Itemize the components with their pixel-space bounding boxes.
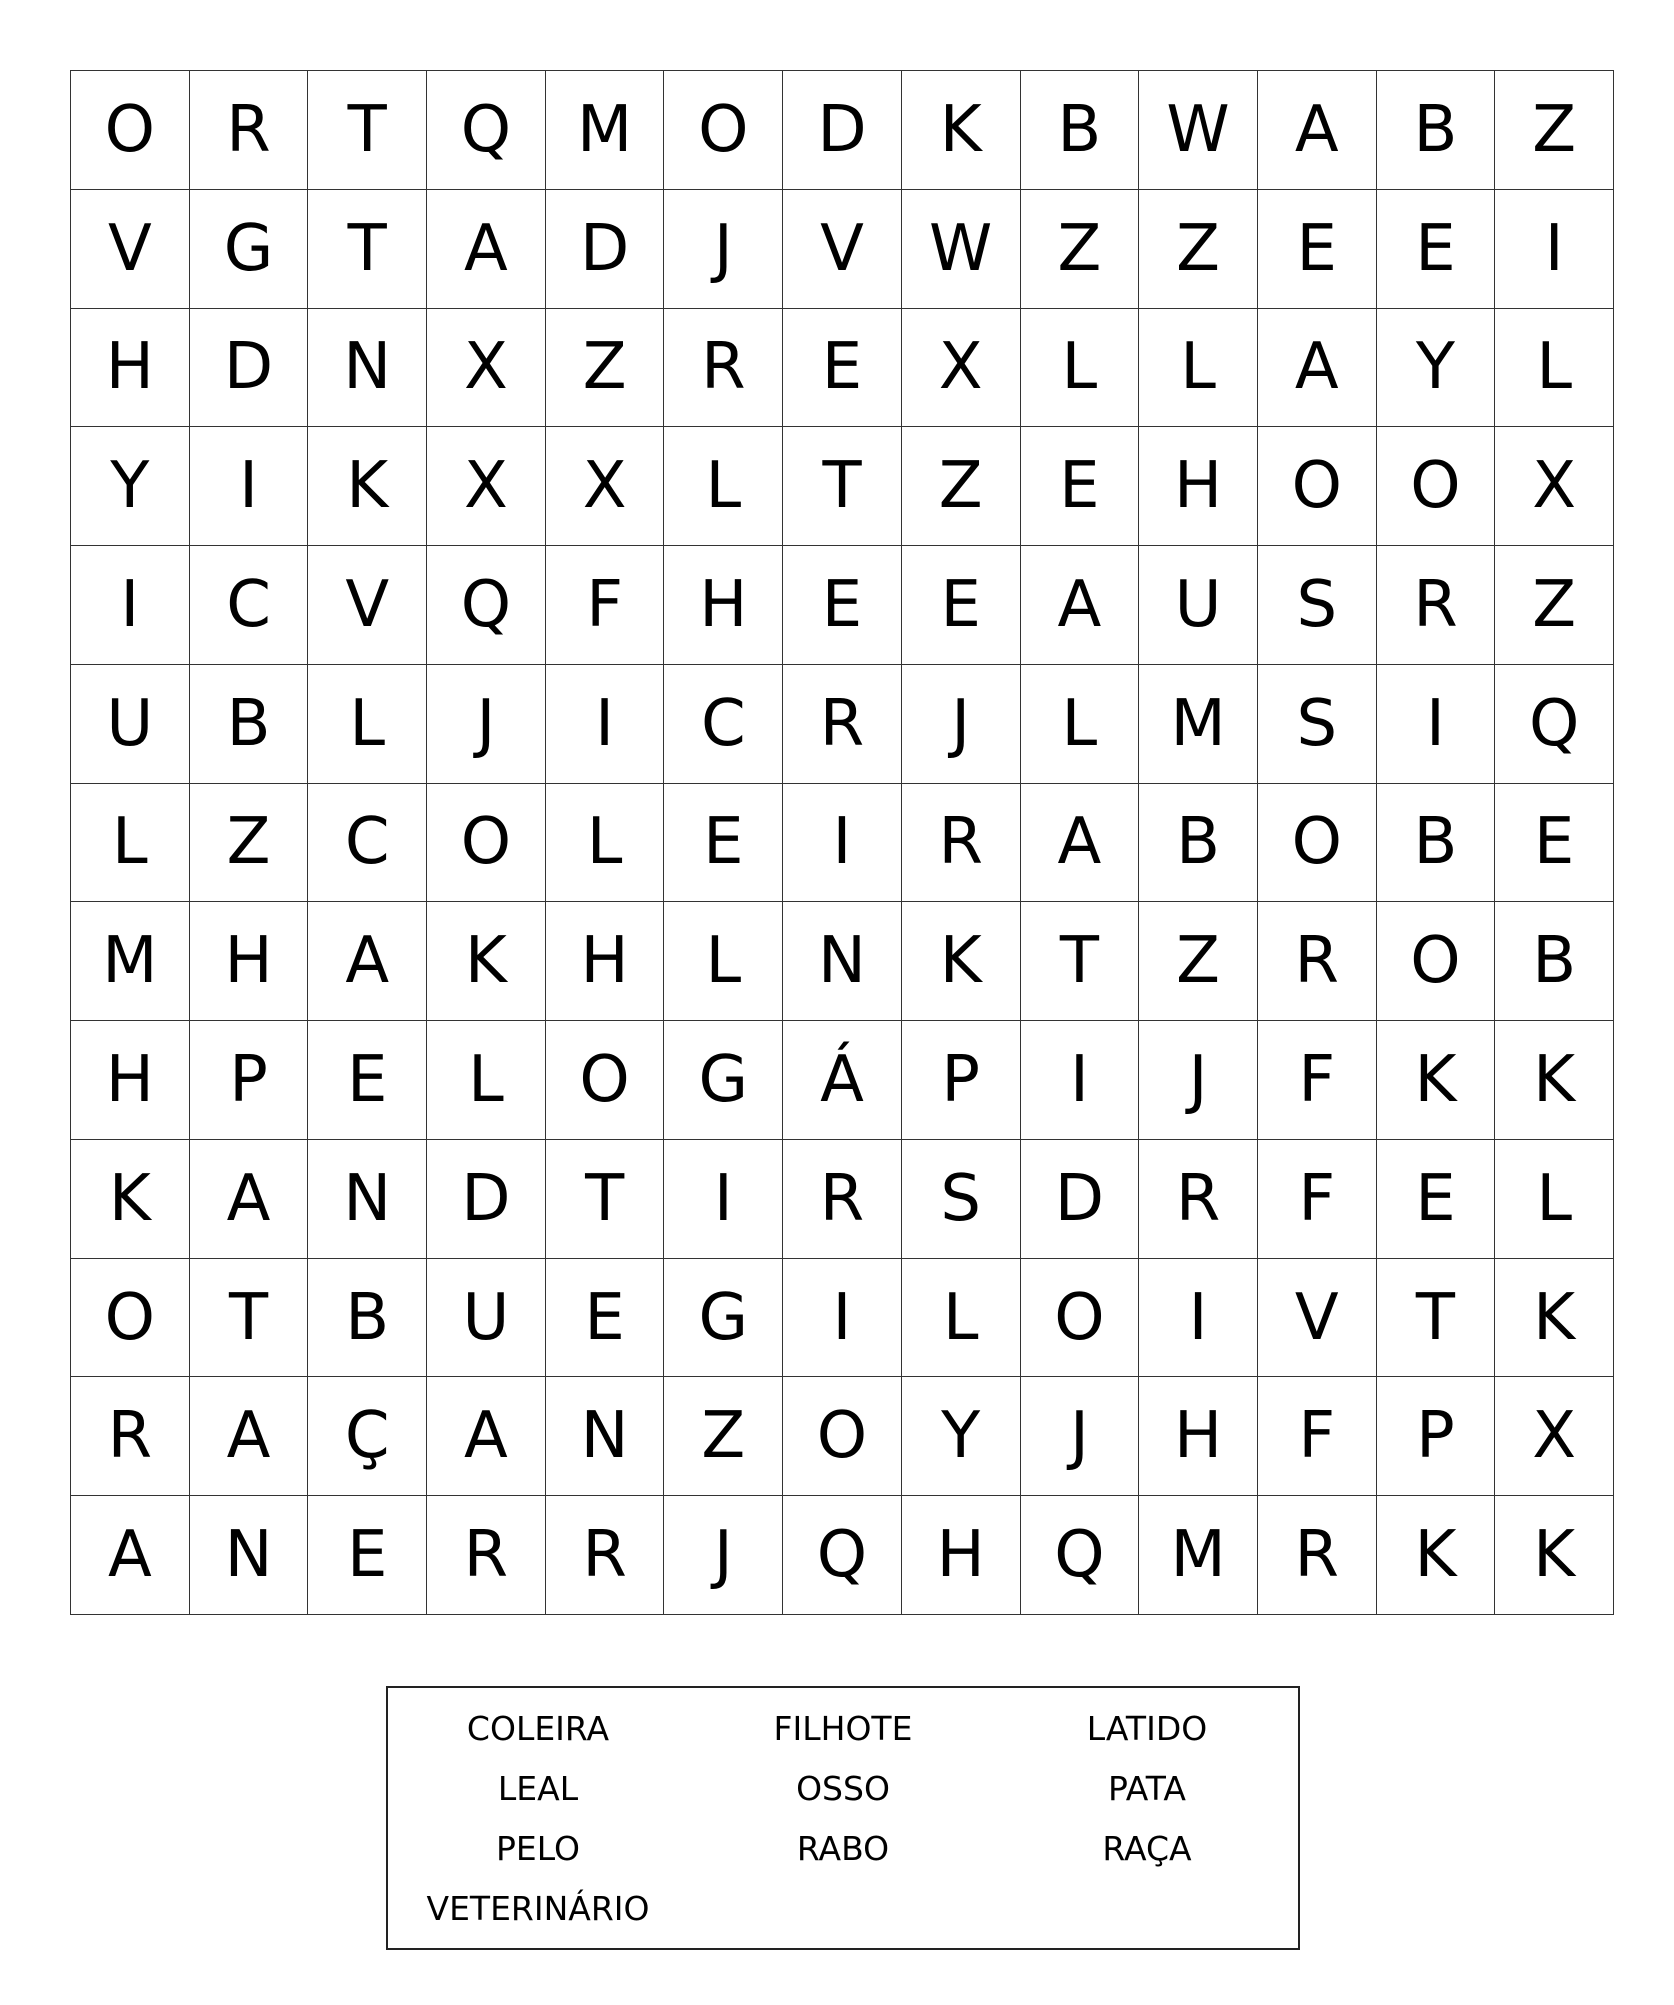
grid-cell[interactable]: L xyxy=(1139,309,1258,428)
grid-cell[interactable]: I xyxy=(783,784,902,903)
grid-cell[interactable]: J xyxy=(1021,1377,1140,1496)
grid-cell[interactable]: I xyxy=(783,1259,902,1378)
grid-cell[interactable]: K xyxy=(902,71,1021,190)
grid-cell[interactable]: M xyxy=(71,902,190,1021)
grid-cell[interactable]: N xyxy=(308,309,427,428)
grid-cell[interactable]: U xyxy=(427,1259,546,1378)
grid-cell[interactable]: R xyxy=(71,1377,190,1496)
grid-cell[interactable]: A xyxy=(427,190,546,309)
grid-cell[interactable]: T xyxy=(1021,902,1140,1021)
grid-cell[interactable]: Z xyxy=(1021,190,1140,309)
grid-cell[interactable]: F xyxy=(1258,1377,1377,1496)
grid-cell[interactable]: L xyxy=(1021,665,1140,784)
grid-cell[interactable]: I xyxy=(190,427,309,546)
word-search-grid xyxy=(70,70,1614,1615)
grid-cell[interactable]: T xyxy=(1377,1259,1496,1378)
grid-cell[interactable]: K xyxy=(1377,1496,1496,1615)
grid-cell[interactable]: D xyxy=(1021,1140,1140,1259)
grid-cell[interactable]: H xyxy=(71,1021,190,1140)
grid-cell[interactable]: C xyxy=(190,546,309,665)
grid-cell[interactable]: R xyxy=(783,665,902,784)
grid-cell[interactable]: V xyxy=(783,190,902,309)
grid-cell[interactable]: D xyxy=(546,190,665,309)
word-list-item: FILHOTE xyxy=(773,1709,913,1748)
grid-cell[interactable]: L xyxy=(1495,309,1614,428)
grid-cell[interactable]: P xyxy=(1377,1377,1496,1496)
grid-cell[interactable]: P xyxy=(902,1021,1021,1140)
grid-cell[interactable]: B xyxy=(1139,784,1258,903)
grid-cell[interactable]: R xyxy=(546,1496,665,1615)
grid-cell[interactable]: V xyxy=(308,546,427,665)
grid-cell[interactable]: E xyxy=(1495,784,1614,903)
grid-cell[interactable]: X xyxy=(427,309,546,428)
grid-cell[interactable]: Z xyxy=(546,309,665,428)
word-list-item: LEAL xyxy=(497,1769,579,1808)
grid-cell[interactable]: D xyxy=(190,309,309,428)
grid-cell[interactable]: Q xyxy=(1021,1496,1140,1615)
grid-cell[interactable]: E xyxy=(1377,190,1496,309)
grid-cell[interactable]: H xyxy=(190,902,309,1021)
grid-cell[interactable]: F xyxy=(1258,1021,1377,1140)
grid-cell[interactable]: X xyxy=(902,309,1021,428)
grid-cell[interactable]: R xyxy=(190,71,309,190)
grid-cell[interactable]: S xyxy=(1258,546,1377,665)
grid-cell[interactable]: Y xyxy=(1377,309,1496,428)
grid-cell[interactable]: O xyxy=(71,1259,190,1378)
grid-cell[interactable]: K xyxy=(1377,1021,1496,1140)
grid-cell[interactable]: S xyxy=(1258,665,1377,784)
grid-cell[interactable]: B xyxy=(1377,784,1496,903)
grid-cell[interactable]: Q xyxy=(1495,665,1614,784)
grid-cell[interactable]: A xyxy=(427,1377,546,1496)
grid-cell[interactable]: L xyxy=(308,665,427,784)
grid-cell[interactable]: I xyxy=(1377,665,1496,784)
grid-cell[interactable]: H xyxy=(664,546,783,665)
grid-cell[interactable]: G xyxy=(664,1259,783,1378)
grid-cell[interactable]: G xyxy=(190,190,309,309)
grid-cell[interactable]: Z xyxy=(1495,71,1614,190)
grid-cell[interactable]: L xyxy=(1495,1140,1614,1259)
grid-cell[interactable]: O xyxy=(664,71,783,190)
grid-cell[interactable]: B xyxy=(1495,902,1614,1021)
grid-cell[interactable]: Z xyxy=(1139,902,1258,1021)
word-list-item: LATIDO xyxy=(1086,1709,1208,1748)
grid-cell[interactable]: I xyxy=(1495,190,1614,309)
grid-cell[interactable]: J xyxy=(427,665,546,784)
word-list-item: OSSO xyxy=(796,1769,890,1808)
grid-cell[interactable]: T xyxy=(308,190,427,309)
grid-cell[interactable]: M xyxy=(1139,665,1258,784)
grid-cell[interactable]: C xyxy=(664,665,783,784)
word-list-item: RABO xyxy=(796,1829,890,1868)
grid-cell[interactable]: Y xyxy=(902,1377,1021,1496)
grid-cell[interactable]: K xyxy=(71,1140,190,1259)
grid-cell[interactable]: E xyxy=(308,1496,427,1615)
grid-cell[interactable]: E xyxy=(1258,190,1377,309)
grid-cell[interactable]: H xyxy=(71,309,190,428)
grid-cell[interactable]: R xyxy=(902,784,1021,903)
grid-cell[interactable]: N xyxy=(308,1140,427,1259)
grid-cell[interactable]: I xyxy=(71,546,190,665)
grid-cell[interactable]: O xyxy=(1258,427,1377,546)
grid-cell[interactable]: E xyxy=(546,1259,665,1378)
grid-cell[interactable]: E xyxy=(1021,427,1140,546)
grid-cell[interactable]: N xyxy=(190,1496,309,1615)
grid-cell[interactable]: Z xyxy=(1495,546,1614,665)
grid-cell[interactable]: A xyxy=(1258,71,1377,190)
grid-cell[interactable]: A xyxy=(1258,309,1377,428)
grid-cell[interactable]: O xyxy=(71,71,190,190)
grid-cell[interactable]: X xyxy=(427,427,546,546)
grid-cell[interactable]: H xyxy=(1139,1377,1258,1496)
grid-cell[interactable]: O xyxy=(1377,427,1496,546)
grid-cell[interactable]: V xyxy=(71,190,190,309)
grid-cell[interactable]: O xyxy=(783,1377,902,1496)
grid-cell[interactable]: B xyxy=(308,1259,427,1378)
grid-cell[interactable]: A xyxy=(1021,546,1140,665)
grid-cell[interactable]: D xyxy=(427,1140,546,1259)
grid-cell[interactable]: S xyxy=(902,1140,1021,1259)
grid-cell[interactable]: L xyxy=(71,784,190,903)
grid-cell[interactable]: R xyxy=(427,1496,546,1615)
grid-cell[interactable]: Z xyxy=(664,1377,783,1496)
grid-cell[interactable]: V xyxy=(1258,1259,1377,1378)
grid-cell[interactable]: R xyxy=(783,1140,902,1259)
grid-cell[interactable]: J xyxy=(902,665,1021,784)
grid-cell[interactable]: Á xyxy=(783,1021,902,1140)
grid-cell[interactable]: E xyxy=(664,784,783,903)
grid-cell[interactable]: U xyxy=(71,665,190,784)
grid-cell[interactable]: H xyxy=(1139,427,1258,546)
grid-cell[interactable]: C xyxy=(308,784,427,903)
grid-cell[interactable]: T xyxy=(308,71,427,190)
grid-cell[interactable]: L xyxy=(546,784,665,903)
word-list-item: PATA xyxy=(1108,1769,1186,1808)
grid-cell[interactable]: G xyxy=(664,1021,783,1140)
grid-cell[interactable]: K xyxy=(1495,1021,1614,1140)
grid-cell[interactable]: K xyxy=(308,427,427,546)
grid-cell[interactable]: J xyxy=(1139,1021,1258,1140)
grid-cell[interactable]: T xyxy=(546,1140,665,1259)
grid-cell[interactable]: A xyxy=(190,1377,309,1496)
grid-cell[interactable]: Ç xyxy=(308,1377,427,1496)
grid-cell[interactable]: W xyxy=(902,190,1021,309)
word-list-item: PELO xyxy=(496,1829,580,1868)
grid-cell[interactable]: B xyxy=(1377,71,1496,190)
grid-cell[interactable]: R xyxy=(1258,902,1377,1021)
word-list-item: RAÇA xyxy=(1102,1829,1192,1868)
word-list-item: VETERINÁRIO xyxy=(426,1889,650,1928)
grid-cell[interactable]: X xyxy=(1495,1377,1614,1496)
grid-cell[interactable]: K xyxy=(902,902,1021,1021)
grid-cell[interactable]: R xyxy=(1258,1496,1377,1615)
grid-cell[interactable]: O xyxy=(1021,1259,1140,1378)
grid-cell[interactable]: E xyxy=(902,546,1021,665)
grid-cell[interactable]: J xyxy=(664,190,783,309)
grid-cell[interactable]: A xyxy=(1021,784,1140,903)
grid-cell[interactable]: N xyxy=(546,1377,665,1496)
grid-cell[interactable]: X xyxy=(1495,427,1614,546)
grid-cell[interactable]: R xyxy=(1377,546,1496,665)
grid-cell[interactable]: Y xyxy=(71,427,190,546)
grid-cell[interactable]: Z xyxy=(190,784,309,903)
grid-cell[interactable]: F xyxy=(546,546,665,665)
grid-cell[interactable]: O xyxy=(546,1021,665,1140)
grid-cell[interactable]: K xyxy=(427,902,546,1021)
grid-cell[interactable]: I xyxy=(1021,1021,1140,1140)
grid-cell[interactable]: H xyxy=(546,902,665,1021)
grid-cell[interactable]: E xyxy=(783,309,902,428)
grid-cell[interactable]: T xyxy=(783,427,902,546)
word-list-box xyxy=(386,1686,1300,1950)
grid-cell[interactable]: I xyxy=(1139,1259,1258,1378)
grid-cell[interactable]: D xyxy=(783,71,902,190)
grid-cell[interactable]: A xyxy=(71,1496,190,1615)
grid-cell[interactable]: Q xyxy=(427,71,546,190)
grid-cell[interactable]: U xyxy=(1139,546,1258,665)
grid-cell[interactable]: L xyxy=(664,902,783,1021)
grid-cell[interactable]: O xyxy=(1377,902,1496,1021)
grid-cell[interactable]: A xyxy=(190,1140,309,1259)
grid-cell[interactable]: M xyxy=(546,71,665,190)
grid-cell[interactable]: E xyxy=(783,546,902,665)
grid-cell[interactable]: N xyxy=(783,902,902,1021)
grid-cell[interactable]: M xyxy=(1139,1496,1258,1615)
grid-cell[interactable]: J xyxy=(664,1496,783,1615)
grid-cell[interactable]: I xyxy=(664,1140,783,1259)
grid-cell[interactable]: B xyxy=(1021,71,1140,190)
word-list-item: COLEIRA xyxy=(466,1709,610,1748)
grid-cell[interactable]: K xyxy=(1495,1496,1614,1615)
grid-cell[interactable]: L xyxy=(664,427,783,546)
grid-cell[interactable]: B xyxy=(190,665,309,784)
grid-cell[interactable]: O xyxy=(1258,784,1377,903)
grid-cell[interactable]: O xyxy=(427,784,546,903)
grid-cell[interactable]: F xyxy=(1258,1140,1377,1259)
grid-cell[interactable]: R xyxy=(1139,1140,1258,1259)
grid-cell[interactable]: K xyxy=(1495,1259,1614,1378)
grid-cell[interactable]: Z xyxy=(1139,190,1258,309)
grid-cell[interactable]: P xyxy=(190,1021,309,1140)
grid-cell[interactable]: Z xyxy=(902,427,1021,546)
grid-cell[interactable]: T xyxy=(190,1259,309,1378)
grid-cell[interactable]: E xyxy=(308,1021,427,1140)
grid-cell[interactable]: X xyxy=(546,427,665,546)
grid-cell[interactable]: A xyxy=(308,902,427,1021)
grid-cell[interactable]: L xyxy=(427,1021,546,1140)
grid-cell[interactable]: I xyxy=(546,665,665,784)
grid-cell[interactable]: Q xyxy=(427,546,546,665)
grid-cell[interactable]: L xyxy=(902,1259,1021,1378)
grid-cell[interactable]: W xyxy=(1139,71,1258,190)
grid-cell[interactable]: L xyxy=(1021,309,1140,428)
grid-cell[interactable]: R xyxy=(664,309,783,428)
grid-cell[interactable]: E xyxy=(1377,1140,1496,1259)
grid-cell[interactable]: H xyxy=(902,1496,1021,1615)
grid-cell[interactable]: Q xyxy=(783,1496,902,1615)
